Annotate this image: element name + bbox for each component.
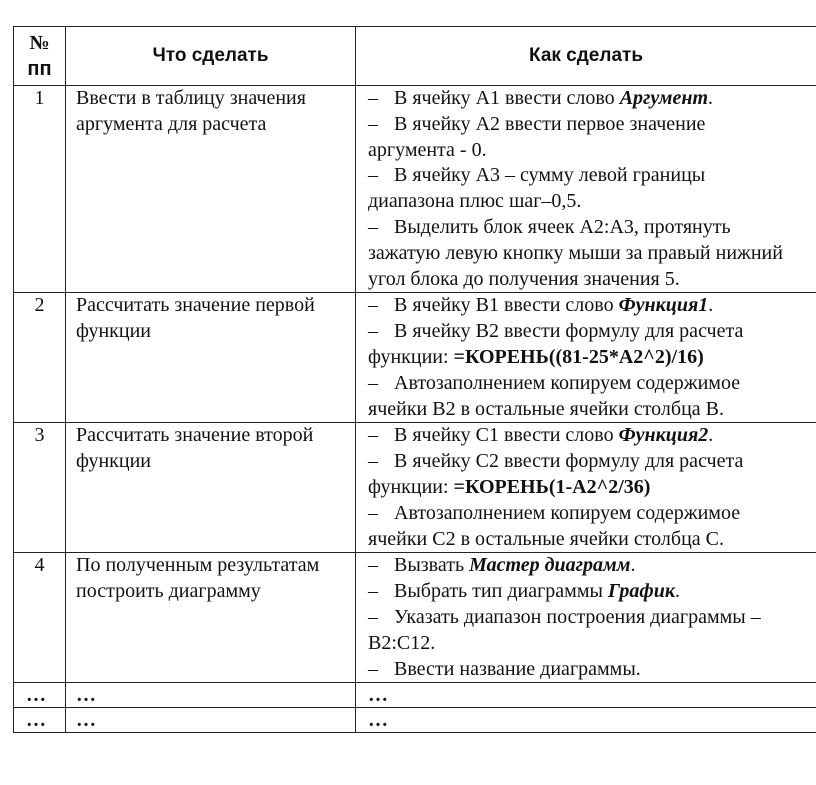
step-text: Вызвать xyxy=(394,554,470,577)
row-what: Ввести в таблицу значения аргумента для расчета xyxy=(66,86,356,293)
step-text: . xyxy=(708,294,714,317)
row-number: … xyxy=(14,683,66,708)
table-row xyxy=(14,423,816,553)
step-text-continued xyxy=(368,475,816,501)
step-item xyxy=(368,553,816,579)
header-num-line1: № xyxy=(29,32,50,54)
step-item xyxy=(368,657,816,683)
step-text-continued: диапазона плюс шаг–0,5. xyxy=(368,190,582,213)
row-how xyxy=(356,86,816,293)
step-item xyxy=(368,86,816,112)
step-text-continued: угол блока до получения значения 5. xyxy=(368,267,680,290)
table-row xyxy=(14,86,816,293)
row-number: 1 xyxy=(14,86,66,293)
step-item xyxy=(368,501,816,527)
table-row xyxy=(14,293,816,423)
step-text: В ячейку С1 ввести слово xyxy=(394,424,619,447)
step-text: . xyxy=(708,87,714,109)
dash: – xyxy=(368,164,378,187)
table-row xyxy=(14,553,816,683)
step-text: Автозаполнением копируем содержимое xyxy=(394,501,741,524)
step-keyword: Функция1 xyxy=(618,294,709,317)
step-item xyxy=(368,605,816,631)
step-item xyxy=(368,449,816,475)
step-item xyxy=(368,423,816,449)
step-item xyxy=(368,293,816,319)
dash: – xyxy=(368,371,378,394)
step-keyword: Функция2 xyxy=(618,424,709,447)
row-how xyxy=(356,553,816,683)
step-text: Выделить блок ячеек А2:А3, протянуть xyxy=(394,215,731,238)
header-what: Что сделать xyxy=(66,27,356,86)
formula: =КОРЕНЬ(1-A2^2/36) xyxy=(453,475,651,498)
row-what: … xyxy=(66,683,356,708)
step-keyword: Аргумент xyxy=(619,87,709,109)
row-number: 3 xyxy=(14,423,66,553)
step-item xyxy=(368,319,816,345)
row-what: По полученным результатам построить диаграмму xyxy=(66,553,356,683)
dash: – xyxy=(368,320,378,343)
step-text: . xyxy=(708,424,714,447)
row-number: 2 xyxy=(14,293,66,423)
step-item xyxy=(368,112,816,138)
step-text-continued: зажатую левую кнопку мыши за правый нижний xyxy=(368,241,783,264)
row-how xyxy=(356,423,816,553)
step-text-continued xyxy=(368,345,816,371)
dash: – xyxy=(368,501,378,524)
formula: =КОРЕНЬ((81-25*A2^2)/16) xyxy=(453,345,704,368)
step-item xyxy=(368,163,816,189)
dash: – xyxy=(368,580,378,603)
step-text-continued: ячейки В2 в остальные ячейки столбца В. xyxy=(368,397,724,420)
row-what: Рассчитать значение первой функции xyxy=(66,293,356,423)
row-how: … xyxy=(356,708,816,733)
dash: – xyxy=(368,215,378,238)
header-row xyxy=(14,27,816,86)
row-what: … xyxy=(66,708,356,733)
step-keyword: Мастер диаграмм xyxy=(469,554,631,577)
dash: – xyxy=(368,424,378,447)
step-keyword: График xyxy=(607,580,676,603)
dash: – xyxy=(368,605,378,628)
step-item xyxy=(368,371,816,397)
step-item xyxy=(368,579,816,605)
header-num-line2: пп xyxy=(27,58,52,80)
row-number: 4 xyxy=(14,553,66,683)
dash: – xyxy=(368,450,378,473)
step-text: В ячейку А1 ввести слово xyxy=(394,87,620,109)
step-text: . xyxy=(675,580,681,603)
step-text: В ячейку В2 ввести формулу для расчета xyxy=(394,320,744,343)
step-text: . xyxy=(630,554,636,577)
row-what: Рассчитать значение второй функции xyxy=(66,423,356,553)
step-text: Указать диапазон построения диаграммы – xyxy=(394,605,761,628)
step-text: Выбрать тип диаграммы xyxy=(394,580,608,603)
step-text-continued: В2:С12. xyxy=(368,631,436,654)
step-text: Ввести название диаграммы. xyxy=(394,657,641,680)
step-text: В ячейку А2 ввести первое значение xyxy=(394,112,706,135)
instructions-table xyxy=(13,26,816,733)
row-how xyxy=(356,293,816,423)
header-how: Как сделать xyxy=(356,27,816,86)
step-text: функции: xyxy=(368,475,454,498)
step-text: В ячейку В1 ввести слово xyxy=(394,294,619,317)
step-text: Автозаполнением копируем содержимое xyxy=(394,371,741,394)
step-item xyxy=(368,215,816,241)
step-text: В ячейку С2 ввести формулу для расчета xyxy=(394,450,744,473)
table-row-ellipsis xyxy=(14,708,816,733)
step-text-continued: ячейки С2 в остальные ячейки столбца С. xyxy=(368,527,724,550)
header-num xyxy=(14,27,66,86)
dash: – xyxy=(368,87,378,109)
step-text: В ячейку А3 – сумму левой границы xyxy=(394,164,706,187)
row-how: … xyxy=(356,683,816,708)
dash: – xyxy=(368,112,378,135)
table-row-ellipsis xyxy=(14,683,816,708)
row-number: … xyxy=(14,708,66,733)
step-text-continued: аргумента - 0. xyxy=(368,138,487,161)
dash: – xyxy=(368,657,378,680)
dash: – xyxy=(368,554,378,577)
step-text: функции: xyxy=(368,345,454,368)
dash: – xyxy=(368,294,378,317)
